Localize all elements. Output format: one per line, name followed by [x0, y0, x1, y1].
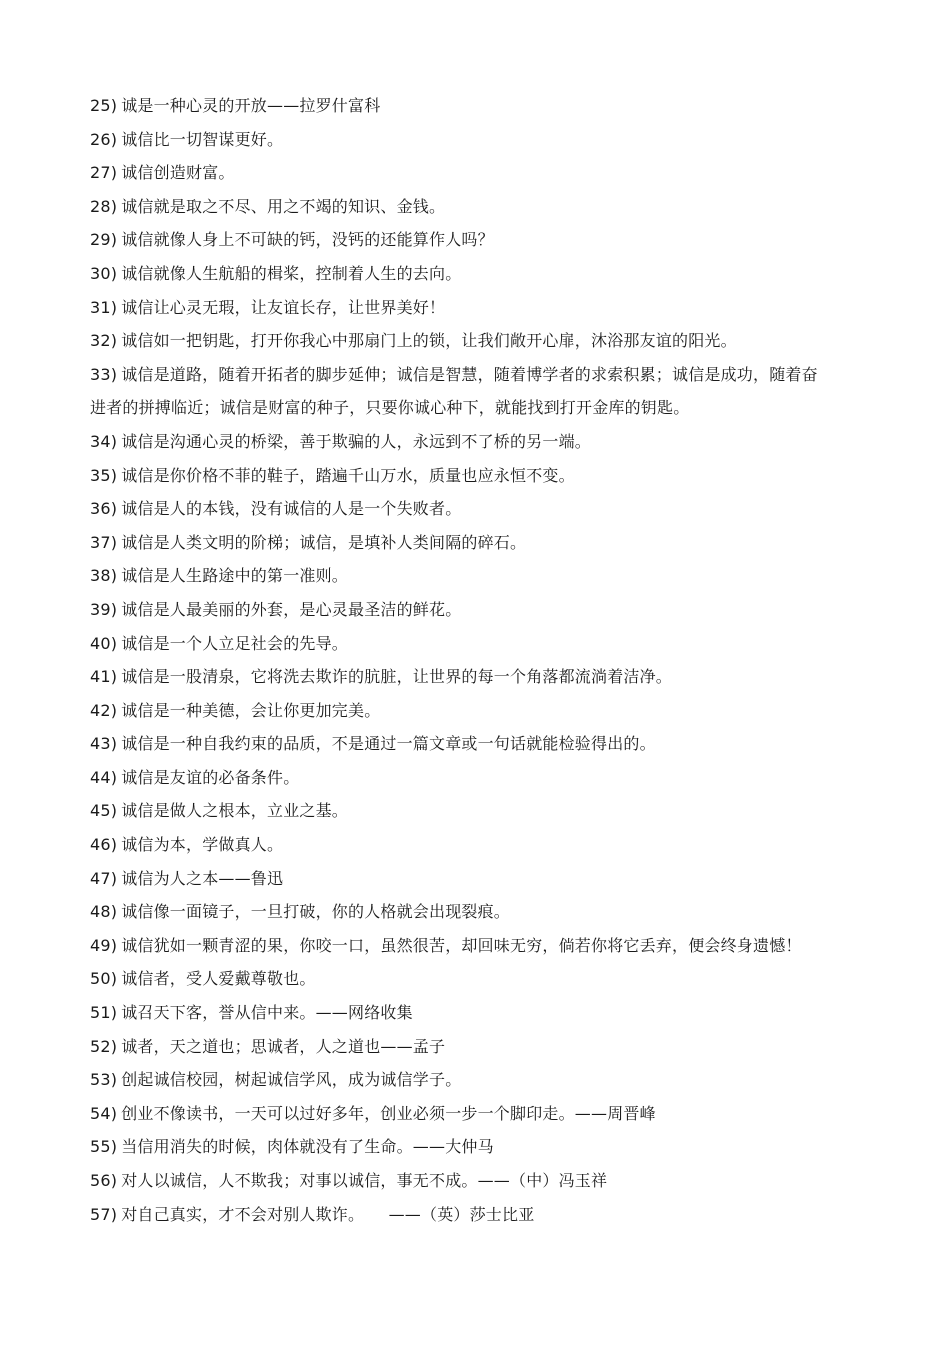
quote-item [90, 1198, 830, 1232]
quote-number: 41) [90, 667, 118, 687]
quote-text: 诚信是沟通心灵的桥梁，善于欺骗的人，永远到不了桥的另一端。 [121, 431, 592, 451]
quote-text: 当信用消失的时候，肉体就没有了生命。——大仲马 [121, 1137, 494, 1157]
quote-number: 50) [90, 969, 118, 989]
quote-item [90, 1097, 830, 1131]
quote-text: 诚者，天之道也；思诚者，人之道也——孟子 [121, 1036, 446, 1056]
quote-text: 诚信是你价格不菲的鞋子，踏遍千山万水，质量也应永恒不变。 [121, 465, 575, 485]
quote-text: 诚是一种心灵的开放——拉罗什富科 [121, 96, 381, 115]
quote-text: 创起诚信校园，树起诚信学风，成为诚信学子。 [121, 1070, 462, 1090]
quote-item [90, 660, 830, 694]
quote-number: 49) [90, 935, 118, 955]
quote-number: 25) [90, 96, 118, 115]
quote-number: 40) [90, 633, 118, 653]
quote-item [90, 156, 830, 190]
quote-text: 诚信是道路，随着开拓者的脚步延伸；诚信是智慧，随着博学者的求索积累；诚信是成功，随着奋进者的拼搏临近；诚信是财富的种子，只要你诚心种下，就能找到打开金库的钥匙。 [90, 364, 818, 418]
quote-number: 35) [90, 465, 118, 485]
quote-text: 创业不像读书，一天可以过好多年，创业必须一步一个脚印走。——周晋峰 [121, 1103, 656, 1123]
quote-number: 38) [90, 566, 118, 586]
quote-number: 36) [90, 499, 118, 519]
quote-number: 51) [90, 1003, 118, 1023]
quote-item [90, 89, 830, 123]
quote-number: 32) [90, 331, 118, 351]
quote-text: 诚信是一股清泉，它将洗去欺诈的肮脏，让世界的每一个角落都流淌着洁净。 [121, 667, 673, 687]
quote-number: 26) [90, 129, 118, 149]
quote-text: 诚信是友谊的必备条件。 [121, 767, 300, 787]
quote-item [90, 324, 830, 358]
quote-item [90, 257, 830, 291]
quote-text: 诚信是人生路途中的第一准则。 [121, 566, 349, 586]
quote-item [90, 794, 830, 828]
quote-item [90, 223, 830, 257]
quote-number: 54) [90, 1103, 118, 1123]
quote-item [90, 1130, 830, 1164]
quote-item [90, 559, 830, 593]
quote-item [90, 425, 830, 459]
quote-number: 37) [90, 532, 118, 552]
quote-text: 对人以诚信，人不欺我；对事以诚信，事无不成。——（中）冯玉祥 [121, 1171, 608, 1190]
quote-item [90, 627, 830, 661]
quote-item [90, 526, 830, 560]
quote-text: 诚信犹如一颗青涩的果，你咬一口，虽然很苦，却回味无穷，倘若你将它丢弃，便会终身遗憾！ [121, 935, 802, 955]
quote-text: 诚信是人最美丽的外套，是心灵最圣洁的鲜花。 [121, 599, 462, 619]
quote-item [90, 828, 830, 862]
quote-item [90, 593, 830, 627]
quote-number: 28) [90, 196, 118, 216]
quote-number: 33) [90, 364, 118, 384]
quote-number: 42) [90, 700, 118, 720]
quote-number: 39) [90, 599, 118, 619]
quote-number: 45) [90, 801, 118, 821]
quote-text: 诚信就像人生航船的楫桨，控制着人生的去向。 [121, 263, 462, 283]
quote-text: 诚信如一把钥匙，打开你我心中那扇门上的锁，让我们敞开心扉，沐浴那友谊的阳光。 [121, 331, 737, 351]
quote-number: 53) [90, 1070, 118, 1090]
quote-text: 诚信让心灵无瑕，让友谊长存，让世界美好！ [121, 297, 446, 317]
quote-number: 55) [90, 1137, 118, 1157]
quote-text: 诚信就像人身上不可缺的钙，没钙的还能算作人吗？ [121, 230, 494, 250]
quote-item [90, 727, 830, 761]
quote-item [90, 190, 830, 224]
quote-text: 诚信像一面镜子，一旦打破，你的人格就会出现裂痕。 [121, 902, 511, 922]
quote-item [90, 492, 830, 526]
quote-item [90, 123, 830, 157]
quote-number: 48) [90, 902, 118, 922]
quote-text: 诚信是一个人立足社会的先导。 [121, 633, 349, 653]
quote-number: 31) [90, 297, 118, 317]
quote-item [90, 1030, 830, 1064]
quote-text: 诚信创造财富。 [121, 163, 235, 183]
quote-number: 29) [90, 230, 118, 250]
quote-item [90, 862, 830, 896]
quote-text: 诚信是一种美德，会让你更加完美。 [121, 700, 381, 720]
quote-number: 47) [90, 868, 118, 888]
quote-text: 诚信是人的本钱，没有诚信的人是一个失败者。 [121, 499, 462, 519]
quote-number: 57) [90, 1204, 118, 1224]
quote-text: 诚信比一切智谋更好。 [121, 129, 284, 149]
quote-number: 56) [90, 1171, 118, 1190]
quote-item [90, 1164, 830, 1198]
quote-item [90, 694, 830, 728]
quote-text: 对自己真实，才不会对别人欺诈。 ——（英）莎士比亚 [121, 1204, 535, 1224]
quote-text: 诚召天下客，誉从信中来。——网络收集 [121, 1003, 413, 1023]
quote-number: 44) [90, 767, 118, 787]
quote-item [90, 761, 830, 795]
quote-text: 诚信就是取之不尽、用之不竭的知识、金钱。 [121, 196, 446, 216]
quote-number: 52) [90, 1036, 118, 1056]
quote-item [90, 459, 830, 493]
quote-number: 30) [90, 263, 118, 283]
quote-text: 诚信是做人之根本，立业之基。 [121, 801, 349, 821]
quote-item [90, 962, 830, 996]
quote-item [90, 996, 830, 1030]
quote-item [90, 1063, 830, 1097]
quote-item [90, 895, 830, 929]
quote-number: 46) [90, 835, 118, 855]
quote-item [90, 291, 830, 325]
quote-text: 诚信者，受人爱戴尊敬也。 [121, 969, 316, 989]
quote-item [90, 929, 830, 963]
quote-item [90, 358, 830, 425]
quote-number: 43) [90, 734, 118, 754]
quote-list [90, 89, 830, 1231]
quote-text: 诚信是一种自我约束的品质，不是通过一篇文章或一句话就能检验得出的。 [121, 734, 656, 754]
quote-number: 34) [90, 431, 118, 451]
quote-text: 诚信为本，学做真人。 [121, 835, 284, 855]
quote-number: 27) [90, 163, 118, 183]
quote-text: 诚信为人之本——鲁迅 [121, 868, 284, 888]
quote-text: 诚信是人类文明的阶梯；诚信，是填补人类间隔的碎石。 [121, 532, 527, 552]
